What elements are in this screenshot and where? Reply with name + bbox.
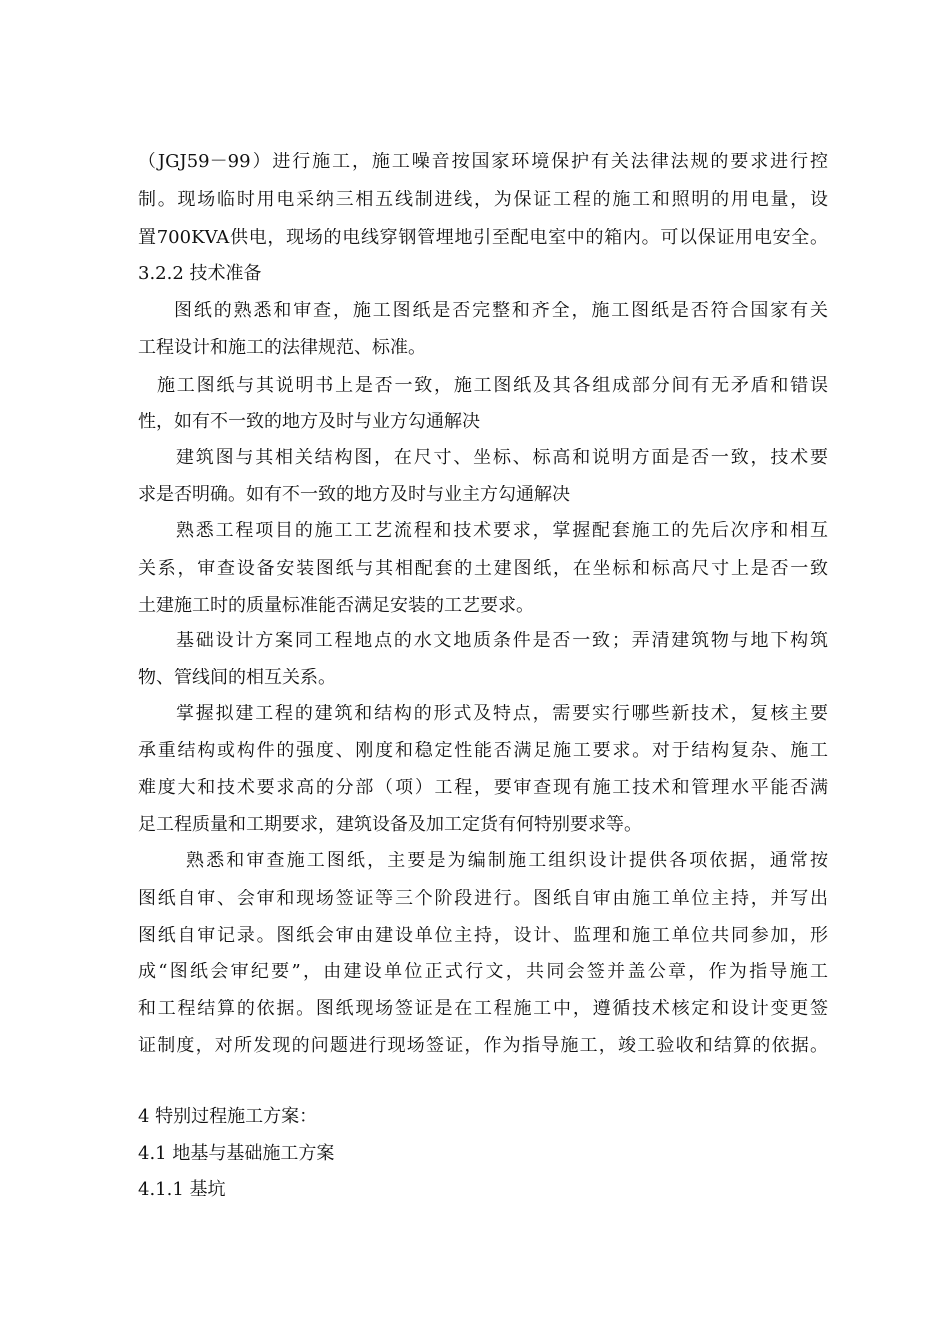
text-line: 难度大和技术要求高的分部（项）工程，要审查现有施工技术和管理水平能否满 <box>138 778 828 798</box>
text-line: 土建施工时的质量标准能否满足安装的工艺要求。 <box>138 596 534 616</box>
text-line: 熟悉和审查施工图纸，主要是为编制施工组织设计提供各项依据，通常按 <box>186 851 828 871</box>
text-line: 足工程质量和工期要求，建筑设备及加工定货有何特别要求等。 <box>138 815 642 835</box>
text-line: 图纸自审记录。图纸会审由建设单位主持，设计、监理和施工单位共同参加，形 <box>138 926 828 946</box>
text-line: 和工程结算的依据。图纸现场签证是在工程施工中，遵循技术核定和设计变更签 <box>138 999 828 1019</box>
section-heading: 4.1 地基与基础施工方案 <box>138 1143 335 1164</box>
text-line: 工程设计和施工的法律规范、标准。 <box>138 338 426 358</box>
text-line: 证制度，对所发现的问题进行现场签证，作为指导施工，竣工验收和结算的依据。 <box>138 1036 828 1056</box>
section-heading: 4 特别过程施工方案： <box>138 1106 318 1127</box>
text-line: 基础设计方案同工程地点的水文地质条件是否一致；弄清建筑物与地下构筑 <box>176 631 828 651</box>
text-line: 掌握拟建工程的建筑和结构的形式及特点，需要实行哪些新技术，复核主要 <box>176 704 828 724</box>
text-line: 求是否明确。如有不一致的地方及时与业主方勾通解决 <box>138 485 570 505</box>
text-line: 性，如有不一致的地方及时与业方勾通解决 <box>138 412 480 432</box>
section-heading: 3.2.2 技术准备 <box>138 263 262 284</box>
section-heading: 4.1.1 基坑 <box>138 1179 226 1200</box>
text-line: （JGJ59－99）进行施工，施工噪音按国家环境保护有关法律法规的要求进行控 <box>138 152 828 172</box>
text-line: 图纸的熟悉和审查，施工图纸是否完整和齐全，施工图纸是否符合国家有关 <box>174 301 828 321</box>
text-line: 成“图纸会审纪要”，由建设单位正式行文，共同会签并盖公章，作为指导施工 <box>138 962 828 982</box>
text-line: 图纸自审、会审和现场签证等三个阶段进行。图纸自审由施工单位主持，并写出 <box>138 889 828 909</box>
text-line: 施工图纸与其说明书上是否一致，施工图纸及其各组成部分间有无矛盾和错误 <box>157 376 828 396</box>
text-line: 承重结构或构件的强度、刚度和稳定性能否满足施工要求。对于结构复杂、施工 <box>138 741 828 761</box>
text-line: 制。现场临时用电采纳三相五线制进线，为保证工程的施工和照明的用电量，设 <box>138 190 828 210</box>
text-line: 熟悉工程项目的施工工艺流程和技术要求，掌握配套施工的先后次序和相互 <box>176 521 828 541</box>
text-line: 物、管线间的相互关系。 <box>138 668 336 688</box>
text-line: 关系，审查设备安装图纸与其相配套的土建图纸，在坐标和标高尺寸上是否一致 <box>138 559 828 579</box>
text-line: 建筑图与其相关结构图，在尺寸、坐标、标高和说明方面是否一致，技术要 <box>176 448 828 468</box>
text-line: 置700KVA供电，现场的电线穿钢管埋地引至配电室中的箱内。可以保证用电安全。 <box>138 228 828 248</box>
